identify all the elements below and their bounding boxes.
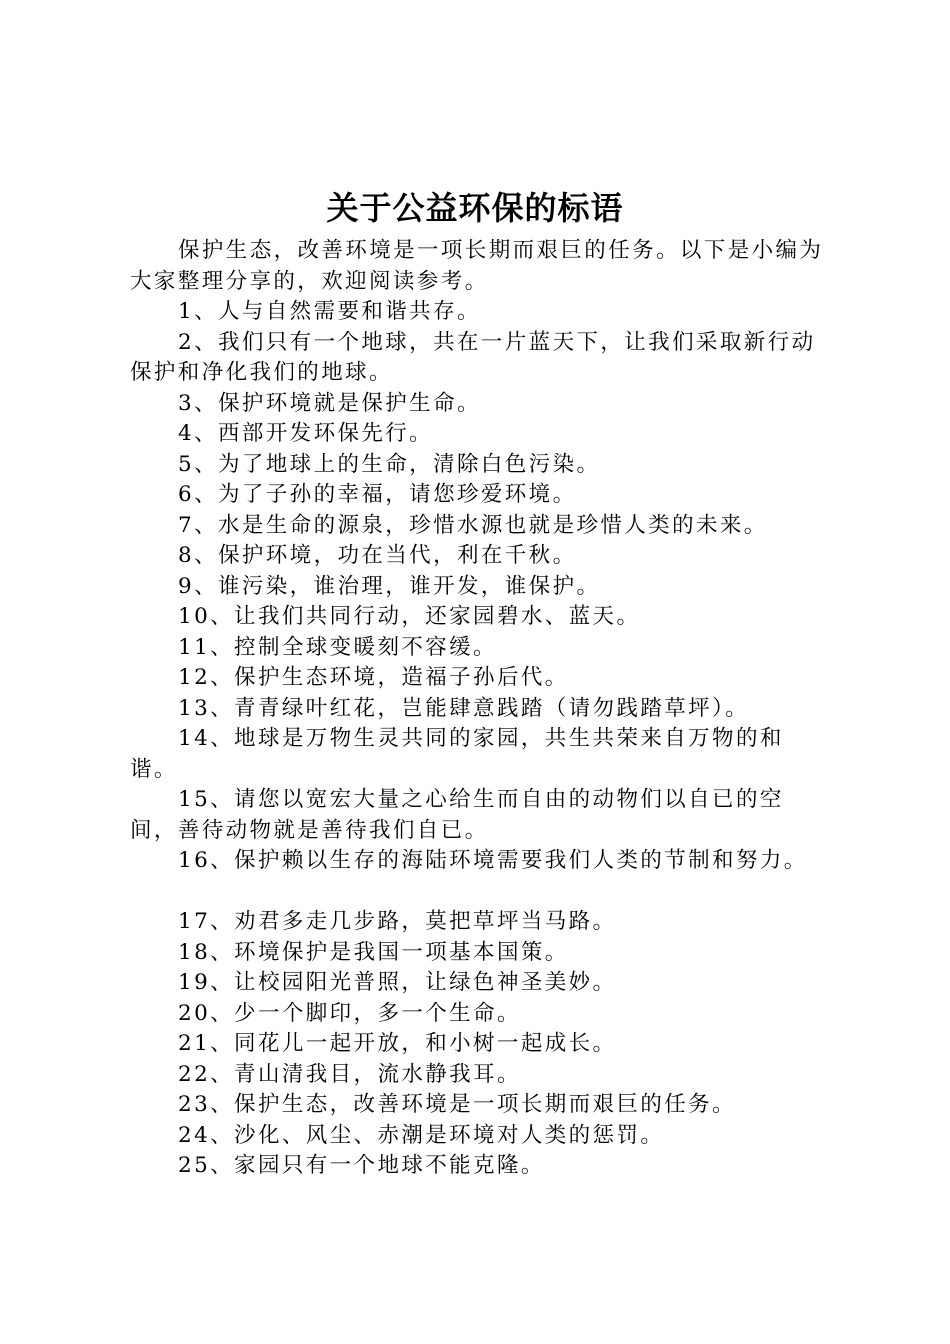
- slogan-item: 23、保护生态，改善环境是一项长期而艰巨的任务。: [178, 1092, 736, 1117]
- document-title: 关于公益环保的标语: [326, 189, 624, 227]
- slogan-item: 13、青青绿叶红花，岂能肆意践踏（请勿践踏草坪）。: [178, 695, 750, 721]
- slogan-item: 2、我们只有一个地球，共在一片蓝天下，让我们采取新行动保护和净化我们的地球。: [130, 329, 816, 385]
- slogan-item: 20、少一个脚印，多一个生命。: [178, 1000, 521, 1026]
- slogan-item: 8、保护环境，功在当代，利在千秋。: [178, 543, 577, 568]
- slogan-item: 24、沙化、风尘、赤潮是环境对人类的惩罚。: [178, 1122, 665, 1148]
- slogan-item: 16、保护赖以生存的海陆环境需要我们人类的节制和努力。: [178, 848, 808, 873]
- slogan-item: 21、同花儿一起开放，和小树一起成长。: [178, 1031, 617, 1056]
- slogan-item: 7、水是生命的源泉，珍惜水源也就是珍惜人类的未来。: [178, 512, 768, 538]
- slogan-item: 3、保护环境就是保护生命。: [178, 390, 481, 416]
- slogan-item: 12、保护生态环境，造福子孙后代。: [178, 665, 569, 690]
- slogan-item: 6、为了子孙的幸福，请您珍爱环境。: [178, 482, 577, 507]
- slogan-item: 14、地球是万物生灵共同的家园，共生共荣来自万物的和谐。: [130, 726, 784, 782]
- slogan-item: 22、青山清我目，流水静我耳。: [178, 1061, 521, 1087]
- slogan-item: 19、让校园阳光普照，让绿色神圣美妙。: [178, 970, 617, 995]
- slogan-item: 10、让我们共同行动，还家园碧水、蓝天。: [178, 604, 641, 629]
- intro-paragraph: 保护生态，改善环境是一项长期而艰巨的任务。以下是小编为大家整理分享的，欢迎阅读参考。: [130, 238, 824, 294]
- slogan-item: 4、西部开发环保先行。: [178, 421, 434, 446]
- blank-line: [130, 877, 830, 908]
- slogan-item: 5、为了地球上的生命，清除白色污染。: [178, 451, 601, 477]
- slogan-item: 25、家园只有一个地球不能克隆。: [178, 1153, 545, 1178]
- slogan-item: 15、请您以宽宏大量之心给生而自由的动物们以自已的空间，善待动物就是善待我们自已。: [130, 787, 784, 843]
- slogan-item: 18、环境保护是我国一项基本国策。: [178, 939, 569, 965]
- slogan-item: 17、劝君多走几步路，莫把草坪当马路。: [178, 909, 617, 934]
- slogan-item: 11、控制全球变暖刻不容缓。: [178, 634, 497, 660]
- slogan-item: 1、人与自然需要和谐共存。: [178, 299, 481, 324]
- document-body: [130, 236, 830, 1182]
- slogan-item: 9、谁污染，谁治理，谁开发，谁保护。: [178, 573, 601, 599]
